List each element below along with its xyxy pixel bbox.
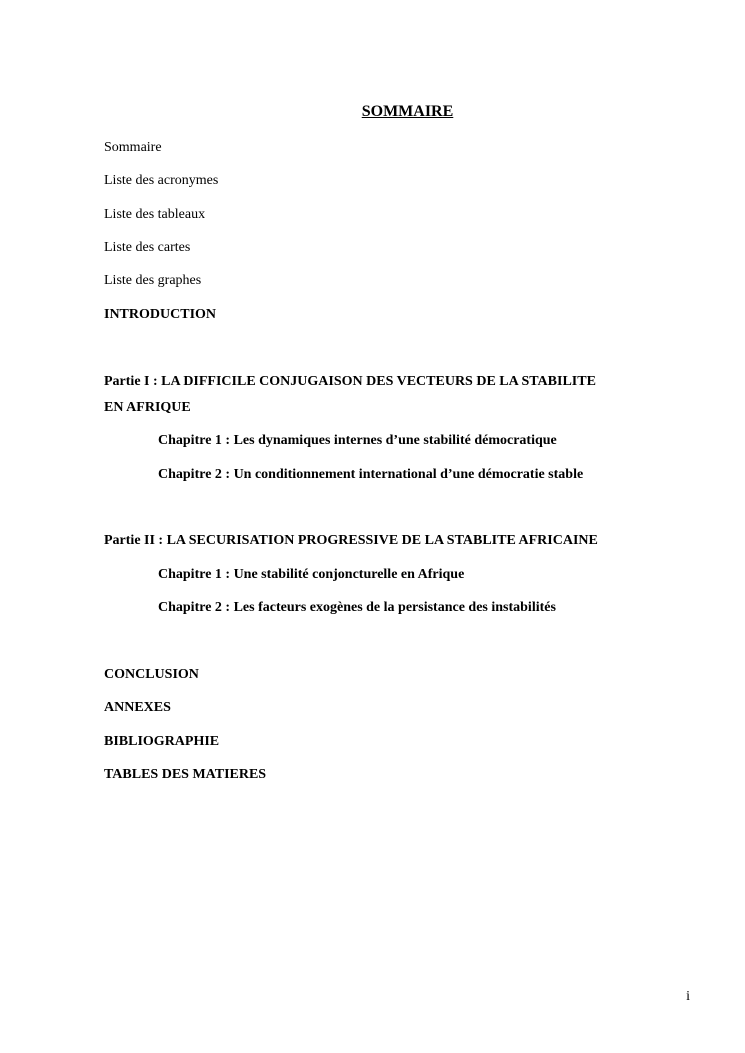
toc-partie2-chapitre2: Chapitre 2 : Les facteurs exogènes de la persistance des instabilités xyxy=(158,600,556,615)
toc-entry-tableaux: Liste des tableaux xyxy=(104,207,206,222)
page-title: SOMMAIRE xyxy=(361,103,454,120)
toc-entry-graphes: Liste des graphes xyxy=(104,273,202,288)
toc-partie1-chapitre2: Chapitre 2 : Un conditionnement international d’une démocratie stable xyxy=(158,467,584,482)
toc-partie1-chapitre1: Chapitre 1 : Les dynamiques internes d’une stabilité démocratique xyxy=(158,433,557,448)
toc-entry-introduction: INTRODUCTION xyxy=(104,307,217,322)
page-number: i xyxy=(686,989,690,1004)
toc-partie1-title-line1: Partie I : LA DIFFICILE CONJUGAISON DES VECTEURS DE LA STABILITE xyxy=(104,374,596,389)
toc-partie2-title: Partie II : LA SECURISATION PROGRESSIVE DE LA STABLITE AFRICAINE xyxy=(104,533,598,548)
toc-entry-bibliographie: BIBLIOGRAPHIE xyxy=(104,734,220,749)
toc-entry-tables-des-matieres: TABLES DES MATIERES xyxy=(104,767,267,782)
toc-partie1-title-line2: EN AFRIQUE xyxy=(104,400,191,415)
toc-entry-acronymes: Liste des acronymes xyxy=(104,173,219,188)
toc-entry-cartes: Liste des cartes xyxy=(104,240,191,255)
toc-entry-annexes: ANNEXES xyxy=(104,700,171,715)
toc-entry-sommaire: Sommaire xyxy=(104,140,162,155)
toc-partie2-chapitre1: Chapitre 1 : Une stabilité conjoncturelle en Afrique xyxy=(158,567,465,582)
toc-entry-conclusion: CONCLUSION xyxy=(104,667,199,682)
